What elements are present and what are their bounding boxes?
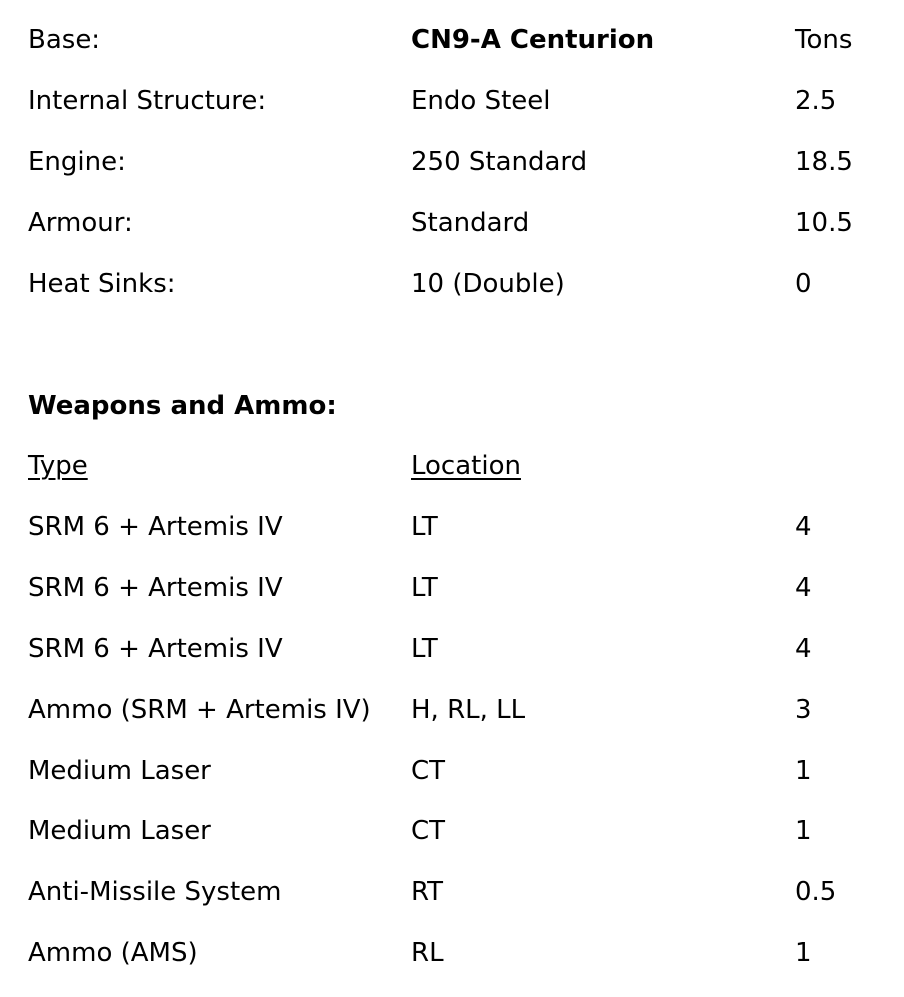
spec-value: 10 (Double) — [411, 269, 565, 299]
spec-row-armour — [0, 203, 904, 243]
spec-row-internal-structure — [0, 81, 904, 121]
weapon-type: SRM 6 + Artemis IV — [28, 634, 283, 664]
spec-label: Heat Sinks: — [28, 269, 176, 299]
weapons-heading: Weapons and Ammo: — [28, 391, 337, 421]
weapon-type: Medium Laser — [28, 756, 211, 786]
spec-value-mech-name: CN9-A Centurion — [411, 25, 655, 55]
weapon-row — [0, 872, 904, 912]
weapon-tons: 1 — [795, 756, 812, 786]
weapon-tons: 0.5 — [795, 877, 837, 907]
weapon-tons: 3 — [795, 695, 812, 725]
weapon-tons: 4 — [795, 573, 812, 603]
weapon-type: Medium Laser — [28, 816, 211, 846]
spec-label: Engine: — [28, 147, 126, 177]
location-column-header: Location — [411, 451, 521, 481]
tons-column-header: Tons — [795, 25, 853, 55]
weapon-type: SRM 6 + Artemis IV — [28, 512, 283, 542]
weapon-location: CT — [411, 816, 446, 846]
weapon-tons: 1 — [795, 938, 812, 968]
spec-label: Internal Structure: — [28, 86, 267, 116]
spec-value: 250 Standard — [411, 147, 588, 177]
weapon-type: Ammo (SRM + Artemis IV) — [28, 695, 371, 725]
weapon-type: Anti-Missile System — [28, 877, 282, 907]
weapon-row — [0, 690, 904, 730]
weapon-location: LT — [411, 573, 438, 603]
weapon-row — [0, 568, 904, 608]
spec-row-heat-sinks — [0, 264, 904, 304]
spec-row-engine — [0, 142, 904, 182]
weapon-row — [0, 507, 904, 547]
weapon-type: SRM 6 + Artemis IV — [28, 573, 283, 603]
weapons-column-headers — [0, 446, 904, 486]
weapon-location: RL — [411, 938, 444, 968]
spec-tons: 10.5 — [795, 208, 853, 238]
weapon-location: CT — [411, 756, 446, 786]
weapon-type: Ammo (AMS) — [28, 938, 198, 968]
weapon-row — [0, 933, 904, 973]
spec-label: Armour: — [28, 208, 133, 238]
type-column-header: Type — [28, 451, 88, 481]
weapon-tons: 4 — [795, 634, 812, 664]
weapon-row — [0, 751, 904, 791]
spec-tons: 0 — [795, 269, 812, 299]
weapon-location: LT — [411, 512, 438, 542]
weapons-heading-row — [0, 386, 904, 426]
spec-label: Base: — [28, 25, 101, 55]
weapon-row — [0, 629, 904, 669]
weapon-tons: 4 — [795, 512, 812, 542]
weapon-location: RT — [411, 877, 444, 907]
weapon-location: LT — [411, 634, 438, 664]
weapon-tons: 1 — [795, 816, 812, 846]
spec-tons: 18.5 — [795, 147, 853, 177]
weapon-row — [0, 811, 904, 851]
weapon-location: H, RL, LL — [411, 695, 526, 725]
spec-value: Standard — [411, 208, 530, 238]
spec-row-base — [0, 20, 904, 60]
spec-tons: 2.5 — [795, 86, 837, 116]
spec-value: Endo Steel — [411, 86, 551, 116]
